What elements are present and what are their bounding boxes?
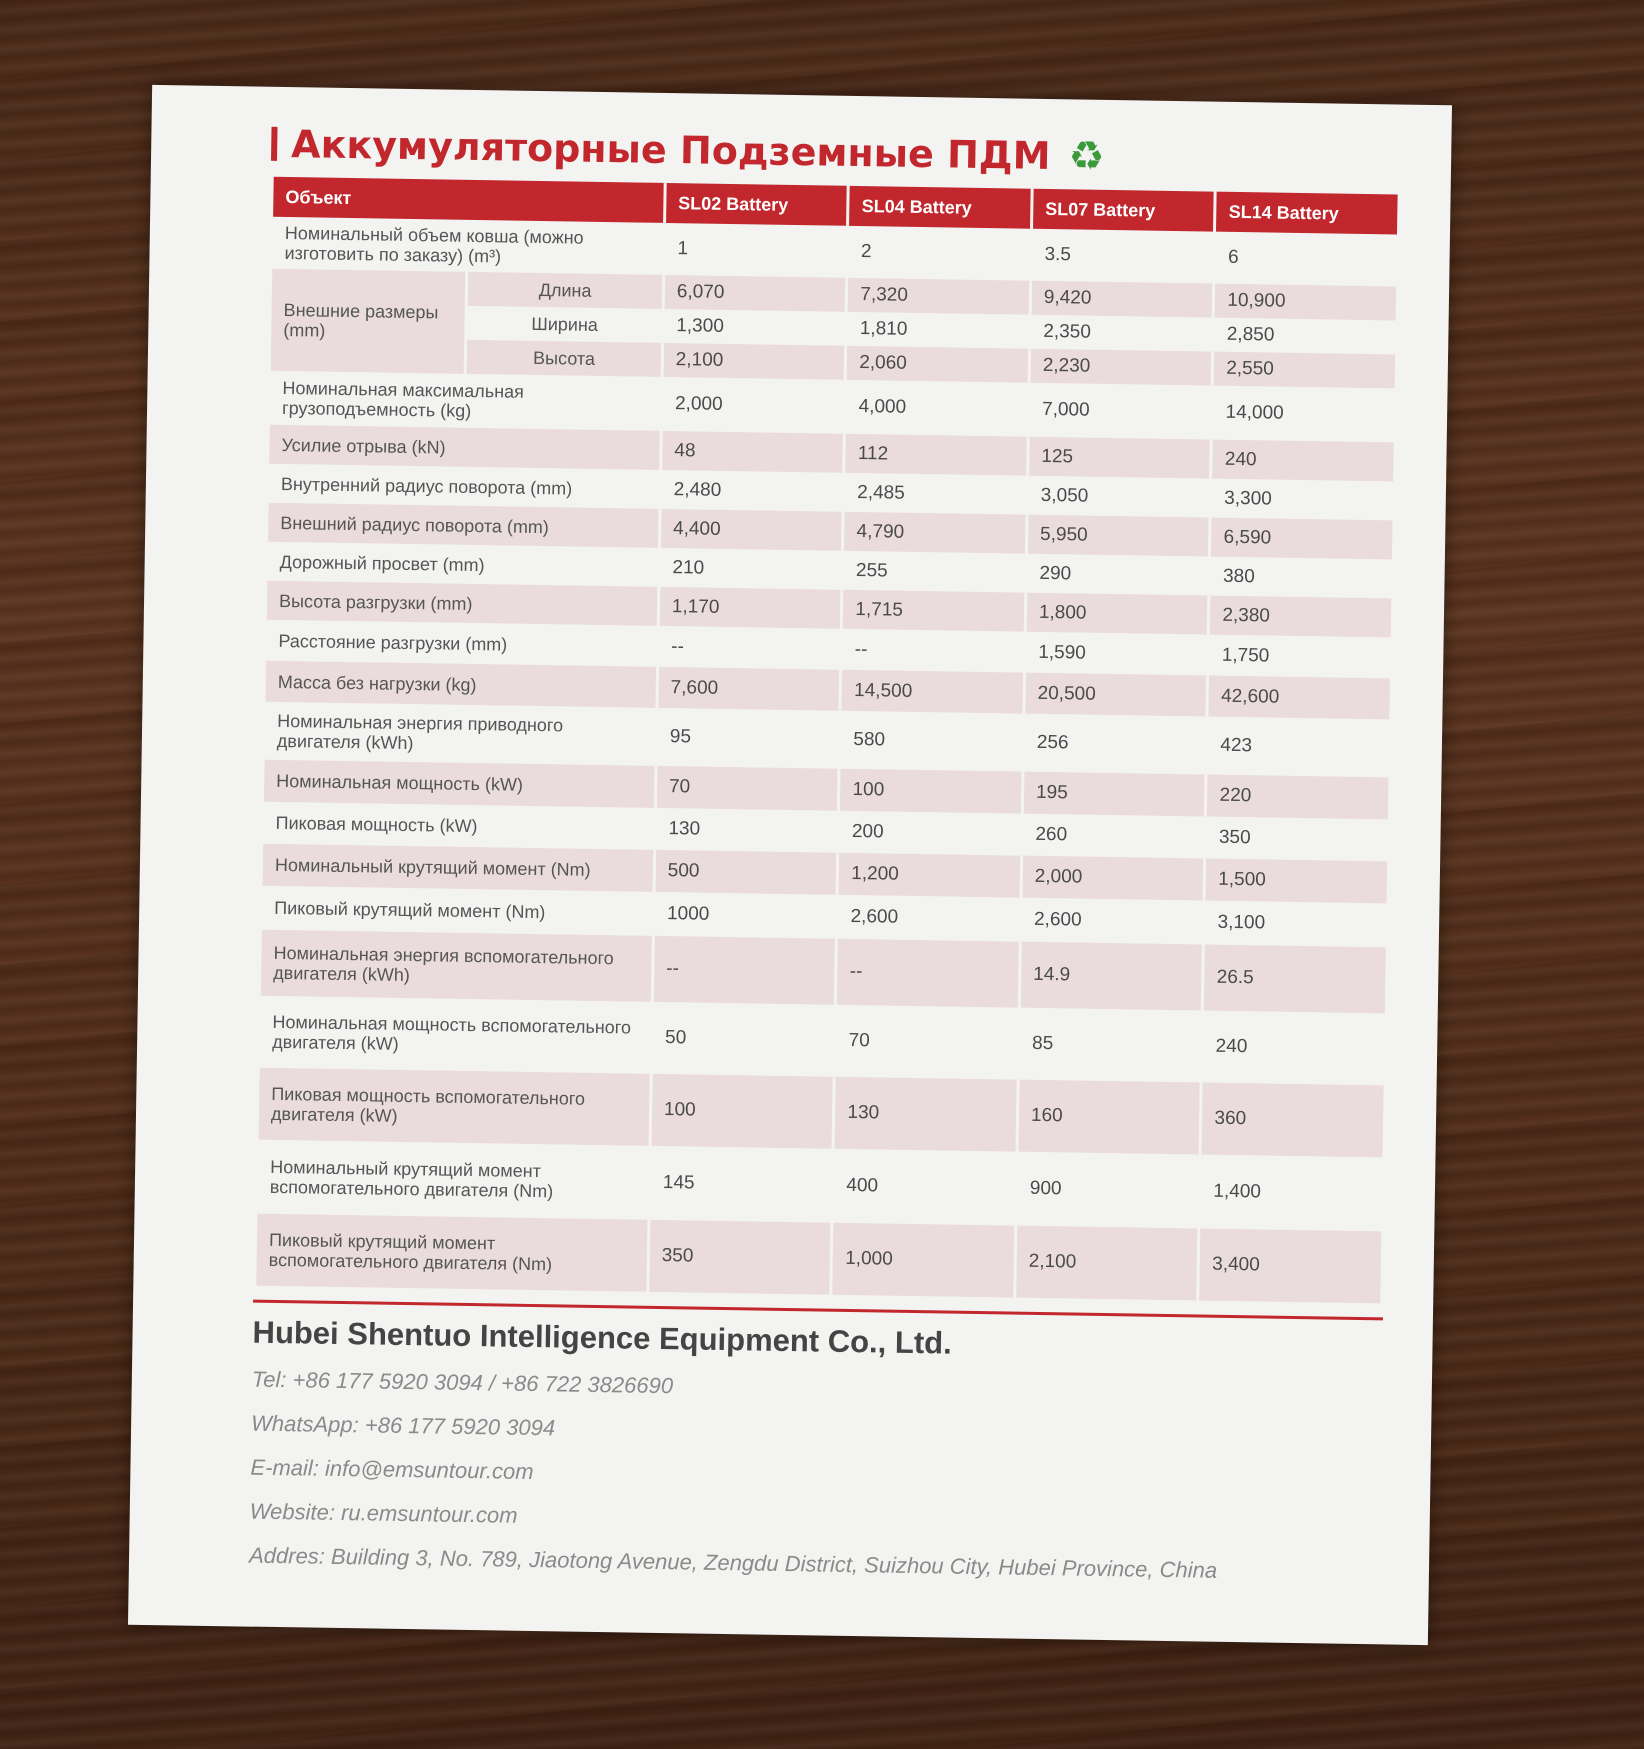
row-label: Внешний радиус поворота (mm): [268, 503, 658, 548]
cell-value: 3,300: [1224, 487, 1272, 510]
cell-value: 160: [1018, 1080, 1200, 1155]
company-name: Hubei Shentuo Intelligence Equipment Co., Ltd.: [252, 1314, 953, 1361]
row-label: Номинальная энергия вспомогательного двигателя (kWh): [261, 930, 652, 1002]
cell-value: 20,500: [1025, 673, 1206, 717]
cell-value: 1,590: [1038, 641, 1086, 664]
cell-value: 48: [662, 431, 843, 473]
cell-value: 112: [846, 434, 1027, 476]
cell-value: 2,480: [673, 478, 722, 501]
cell-value: --: [671, 635, 685, 657]
cell-value: 2,000: [1022, 856, 1203, 901]
cell-value: 6,590: [1211, 518, 1392, 560]
row-label: Номинальная энергия приводного двигателя (kWh): [276, 710, 564, 754]
cell-value: 100: [651, 1074, 833, 1149]
cell-value: 2,380: [1210, 596, 1391, 638]
cell-value: 70: [657, 766, 838, 811]
row-label: Номинальная максимальная грузоподъемность (kg): [281, 377, 525, 421]
cell-value: 130: [835, 1077, 1017, 1152]
cell-value: 2,100: [1016, 1226, 1198, 1301]
row-label: Пиковая мощность вспомогательного двигателя (kW): [259, 1068, 650, 1146]
cell-value: 2,000: [674, 393, 723, 415]
cell-value: 1,200: [839, 853, 1020, 898]
cell-value: 4,400: [661, 509, 842, 551]
cell-value: 220: [1207, 775, 1388, 820]
cell-value: 3,100: [1217, 911, 1266, 934]
cell-value: 256: [1036, 731, 1069, 754]
cell-value: 423: [1220, 734, 1253, 757]
cell-value: 1,750: [1221, 644, 1270, 667]
website-line: Website: ru.emsuntour.com: [249, 1498, 518, 1528]
cell-value: 240: [1215, 1035, 1248, 1058]
row-label: Пиковый крутящий момент вспомогательного двигателя (Nm): [256, 1214, 647, 1292]
cell-value: 255: [855, 559, 888, 581]
cell-value: 1,170: [660, 587, 841, 629]
row-label: Номинальная мощность вспомогательного двигателя (kW): [272, 1011, 632, 1054]
cell-value: 130: [668, 818, 701, 840]
cell-value: 2,600: [850, 905, 899, 928]
cell-value: 7,320: [848, 278, 1029, 315]
row-label: Ширина: [531, 313, 599, 335]
cell-value: 1,000: [833, 1223, 1015, 1298]
row-label: Масса без нагрузки (kg): [265, 661, 655, 708]
cell-value: 3,050: [1040, 484, 1089, 507]
recycle-icon: ♻: [1068, 133, 1105, 180]
cell-value: 7,000: [1041, 398, 1090, 421]
row-label: Пиковый крутящий момент (Nm): [274, 897, 546, 923]
phone-line: Tel: +86 177 5920 3094 / +86 722 3826690: [251, 1366, 674, 1399]
row-label: Дорожный просвет (mm): [279, 551, 485, 575]
cell-value: 380: [1222, 565, 1255, 587]
cell-value: 2,850: [1226, 323, 1275, 346]
header-model: SL02 Battery: [666, 183, 847, 226]
cell-value: 2,060: [847, 346, 1028, 383]
cell-value: 14,500: [842, 670, 1023, 714]
cell-value: 6: [1227, 246, 1239, 268]
cell-value: 200: [851, 820, 884, 843]
cell-value: 50: [664, 1027, 687, 1049]
cell-value: 14.9: [1021, 942, 1203, 1011]
header-model: SL14 Battery: [1216, 192, 1397, 235]
cell-value: 14,000: [1225, 401, 1284, 424]
header-model: SL04 Battery: [849, 186, 1030, 229]
row-label: Номинальный крутящий момент (Nm): [263, 844, 653, 892]
row-label: Номинальный объем ковша (можно изготовить по заказу) (m³): [284, 222, 584, 267]
cell-value: 2,100: [663, 343, 844, 380]
title-accent-bar: [271, 127, 278, 161]
row-label: Длина: [468, 272, 662, 309]
row-label: Внутренний радиус поворота (mm): [280, 473, 573, 499]
cell-value: 1,715: [843, 590, 1024, 632]
cell-value: 400: [846, 1174, 879, 1197]
cell-value: 210: [672, 556, 705, 579]
cell-value: 3,400: [1200, 1228, 1382, 1303]
group-label: Внешние размеры (mm): [271, 269, 466, 374]
cell-value: 10,900: [1215, 284, 1396, 321]
cell-value: 195: [1024, 772, 1205, 817]
cell-value: 2,550: [1214, 352, 1395, 389]
cell-value: 500: [655, 850, 836, 895]
cell-value: 95: [669, 726, 692, 748]
cell-value: 350: [1218, 826, 1251, 849]
cell-value: 4,790: [844, 512, 1025, 554]
header-model: SL07 Battery: [1033, 189, 1214, 232]
cell-value: --: [654, 936, 836, 1005]
cell-value: --: [854, 638, 868, 660]
row-label: Расстояние разгрузки (mm): [278, 630, 508, 655]
cell-value: 260: [1035, 823, 1068, 846]
cell-value: 4,000: [858, 396, 907, 418]
cell-value: 2,350: [1043, 320, 1092, 343]
row-label: Номинальный крутящий момент вспомогательного двигателя (Nm): [269, 1156, 554, 1202]
cell-value: 1000: [666, 903, 710, 925]
spec-table: [253, 177, 1400, 1304]
cell-value: 5,950: [1028, 515, 1209, 557]
cell-value: 1,300: [676, 315, 725, 337]
spec-sheet: [128, 85, 1452, 1645]
cell-value: 145: [662, 1172, 695, 1194]
cell-value: 1: [677, 238, 689, 260]
cell-value: 1,400: [1213, 1180, 1262, 1203]
address-line: Addres: Building 3, No. 789, Jiaotong Avenue, Zengdu District, Suizhou City, Hubei Province, China: [248, 1542, 1218, 1583]
cell-value: 900: [1029, 1177, 1062, 1200]
cell-value: 2: [860, 241, 872, 263]
row-label: Пиковая мощность (kW): [275, 812, 478, 837]
cell-value: 240: [1213, 440, 1394, 482]
row-label: Высота: [467, 340, 661, 377]
header-object: Объект: [273, 177, 663, 223]
row-label: Усилие отрыва (kN): [269, 425, 659, 470]
cell-value: 360: [1202, 1083, 1384, 1158]
cell-value: 3.5: [1044, 243, 1072, 266]
row-label: Высота разгрузки (mm): [267, 581, 657, 626]
cell-value: 9,420: [1032, 281, 1213, 318]
cell-value: 26.5: [1204, 945, 1386, 1014]
cell-value: 85: [1031, 1032, 1054, 1055]
cell-value: 6,070: [665, 275, 846, 312]
cell-value: 125: [1029, 437, 1210, 479]
cell-value: 42,600: [1209, 676, 1390, 720]
cell-value: 100: [840, 769, 1021, 814]
cell-value: 70: [848, 1029, 870, 1052]
cell-value: 2,230: [1031, 349, 1212, 386]
email-line: E-mail: info@emsuntour.com: [250, 1454, 534, 1485]
cell-value: 1,500: [1206, 859, 1387, 904]
cell-value: --: [837, 939, 1019, 1008]
cell-value: 2,485: [857, 481, 905, 504]
cell-value: 1,800: [1027, 593, 1208, 635]
cell-value: 2,600: [1033, 908, 1082, 931]
cell-value: 7,600: [658, 667, 839, 711]
cell-value: 290: [1039, 562, 1072, 584]
contact-footer: [249, 1300, 1383, 1587]
whatsapp-line: WhatsApp: +86 177 5920 3094: [250, 1410, 556, 1441]
title-text: Аккумуляторные Подземные ПДМ: [290, 122, 1051, 179]
cell-value: 580: [853, 728, 886, 751]
cell-value: 1,810: [859, 318, 908, 340]
row-label: Номинальная мощность (kW): [264, 760, 654, 808]
cell-value: 350: [649, 1220, 831, 1295]
